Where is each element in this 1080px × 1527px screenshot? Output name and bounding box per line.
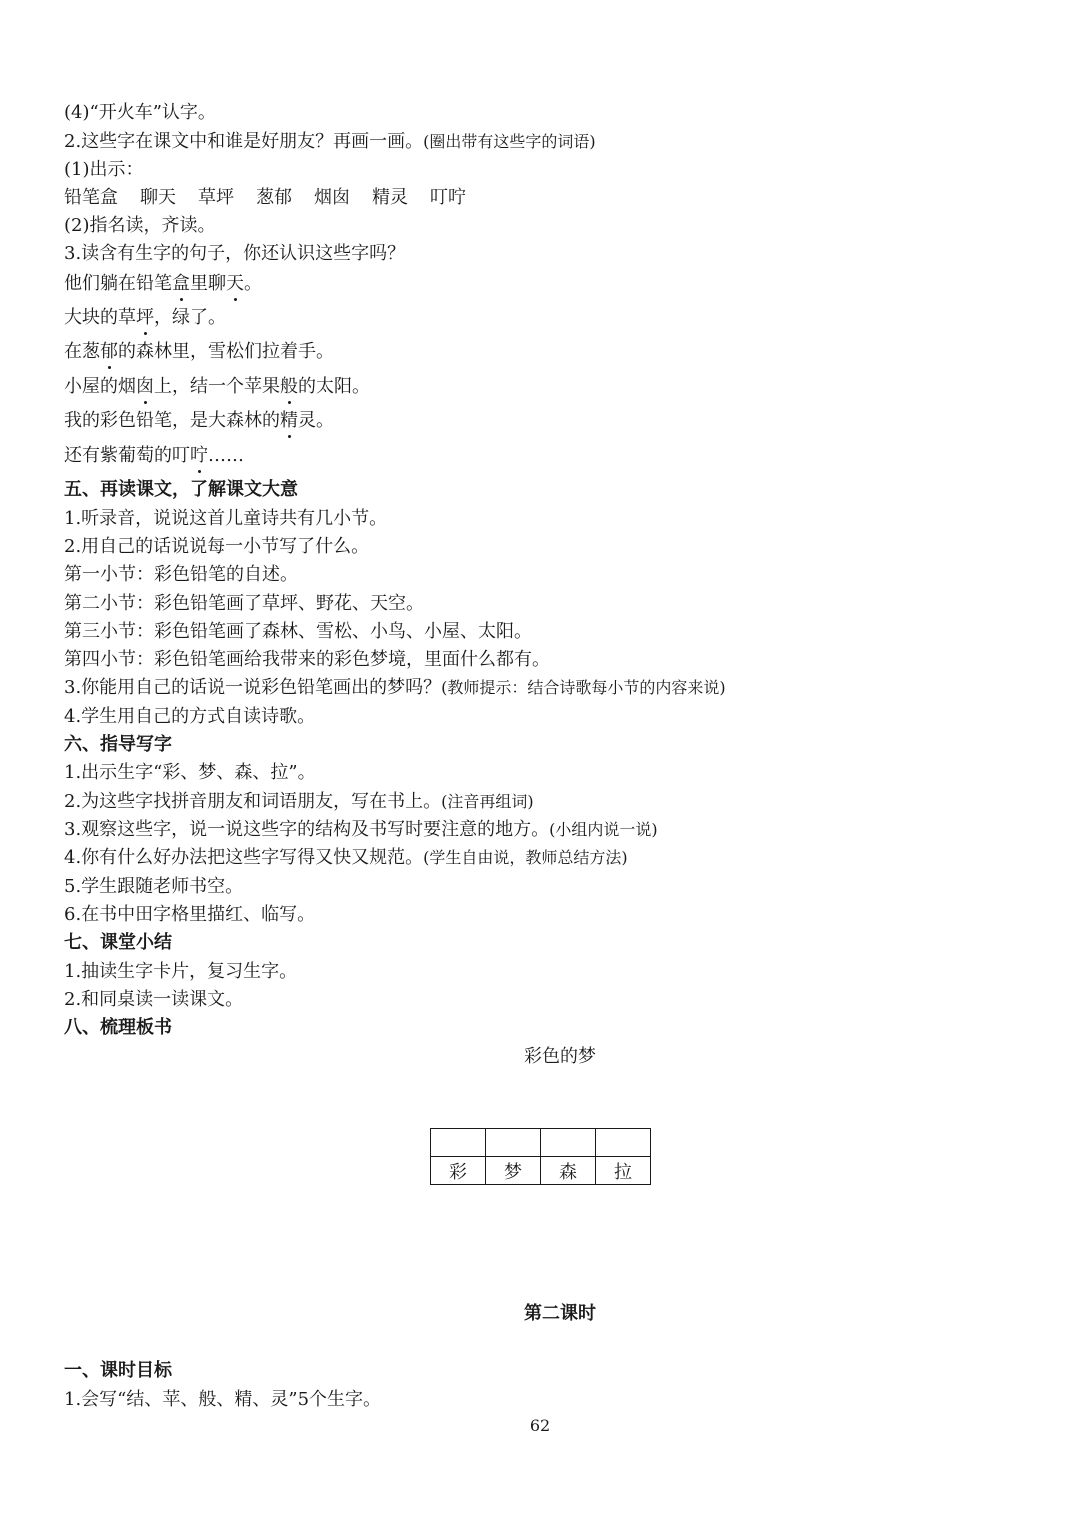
text-line: 4.学生用自己的方式自读诗歌。 [64, 706, 316, 727]
text-line: 2.和同桌读一读课文。 [64, 989, 244, 1010]
dotted-char: 精 [280, 410, 298, 431]
sentence-text: 在葱 [64, 341, 100, 362]
text-line: 第三小节：彩色铅笔画了森林、雪松、小鸟、小屋、太阳。 [64, 621, 532, 642]
text-main: 3.观察这些字，说一说这些字的结构及书写时要注意的地方。 [64, 819, 550, 840]
text-note: (学生自由说，教师总结方法) [423, 848, 628, 867]
sentence [64, 409, 334, 433]
grid-char: 拉 [596, 1157, 651, 1185]
sentence [64, 375, 370, 399]
dotted-char: 盒 [172, 273, 190, 294]
sentence [64, 340, 334, 364]
section-heading: 一、课时目标 [64, 1360, 172, 1381]
sentence-text: 他们躺在铅笔 [64, 273, 172, 294]
text-note: (圈出带有这些字的词语) [423, 132, 596, 151]
grid-char: 彩 [431, 1157, 486, 1185]
text-note: (注音再组词) [441, 792, 534, 811]
dotted-char: 咛 [190, 445, 208, 466]
section-heading: 八、梳理板书 [64, 1017, 172, 1038]
sentence-text: 的森林里，雪松们拉着手。 [118, 341, 334, 362]
word: 草坪 [198, 187, 234, 208]
text-line: 1.抽读生字卡片，复习生字。 [64, 961, 298, 982]
sentence-text: 大块的草 [64, 307, 136, 328]
text-line: 1.会写“结、苹、般、精、灵”5个生字。 [64, 1389, 382, 1410]
sentence-text: 小屋的烟 [64, 376, 136, 397]
text-line: 5.学生跟随老师书空。 [64, 876, 244, 897]
text-note: (教师提示：结合诗歌每小节的内容来说) [441, 678, 726, 697]
grid-row [431, 1157, 651, 1185]
text-line [64, 676, 726, 700]
text-line: 第四小节：彩色铅笔画给我带来的彩色梦境，里面什么都有。 [64, 649, 550, 670]
text-line: (2)指名读，齐读。 [64, 215, 216, 236]
dotted-char: 囱 [136, 376, 154, 397]
word: 铅笔盒 [64, 187, 118, 208]
grid-cell [486, 1129, 541, 1157]
sentence-text: 里聊 [190, 273, 226, 294]
dotted-char: 坪 [136, 307, 154, 328]
sentence-text: 上，结一个苹果 [154, 376, 280, 397]
section-heading: 七、课堂小结 [64, 932, 172, 953]
text-line: 第一小节：彩色铅笔的自述。 [64, 564, 298, 585]
board-title: 彩色的梦 [524, 1046, 596, 1067]
text-line: 1.听录音，说说这首儿童诗共有几小节。 [64, 508, 388, 529]
section-heading: 六、指导写字 [64, 734, 172, 755]
section-heading: 五、再读课文，了解课文大意 [64, 479, 298, 500]
grid-char: 梦 [486, 1157, 541, 1185]
text-main: 4.你有什么好办法把这些字写得又快又规范。 [64, 847, 424, 868]
text-line [64, 818, 658, 842]
dotted-char: 天 [226, 273, 244, 294]
word-list [64, 186, 488, 210]
text-line: 3.读含有生字的句子，你还认识这些字吗？ [64, 243, 406, 264]
grid-cell [431, 1129, 486, 1157]
sentence-text: 的太阳。 [298, 376, 370, 397]
text-line: (1)出示： [64, 159, 144, 180]
page-number: 62 [529, 1416, 551, 1435]
grid-cell [596, 1129, 651, 1157]
grid-char: 森 [541, 1157, 596, 1185]
word: 叮咛 [430, 187, 466, 208]
sentence [64, 444, 244, 468]
text-line: 2.用自己的话说说每一小节写了什么。 [64, 536, 370, 557]
text-main: 2.这些字在课文中和谁是好朋友？再画一画。 [64, 131, 424, 152]
character-grid [430, 1128, 651, 1185]
dotted-char: 郁 [100, 341, 118, 362]
sentence-text: 我的彩色铅笔，是大森林的 [64, 410, 280, 431]
word: 精灵 [372, 187, 408, 208]
sentence [64, 272, 262, 296]
text-main: 2.为这些字找拼音朋友和词语朋友，写在书上。 [64, 791, 442, 812]
text-note: (小组内说一说) [549, 820, 658, 839]
text-line: 6.在书中田字格里描红、临写。 [64, 904, 316, 925]
grid-row [431, 1129, 651, 1157]
grid-cell [541, 1129, 596, 1157]
dotted-char: 般 [280, 376, 298, 397]
text-main: 3.你能用自己的话说一说彩色铅笔画出的梦吗？ [64, 677, 442, 698]
sentence-text: …… [208, 445, 244, 466]
text-line [64, 790, 534, 814]
word: 葱郁 [256, 187, 292, 208]
text-line [64, 846, 628, 870]
sentence-text: ，绿了。 [154, 307, 226, 328]
sentence-text: 灵。 [298, 410, 334, 431]
sentence-text: 。 [244, 273, 262, 294]
text-line: 第二小节：彩色铅笔画了草坪、野花、天空。 [64, 593, 424, 614]
sentence-text: 还有紫葡萄的叮 [64, 445, 190, 466]
text-line: 1.出示生字“彩、梦、森、拉”。 [64, 762, 316, 783]
text-line [64, 130, 596, 154]
text-line: (4)“开火车”认字。 [64, 102, 216, 123]
word: 聊天 [140, 187, 176, 208]
sentence [64, 306, 226, 330]
word: 烟囱 [314, 187, 350, 208]
lesson-title: 第二课时 [524, 1303, 596, 1324]
